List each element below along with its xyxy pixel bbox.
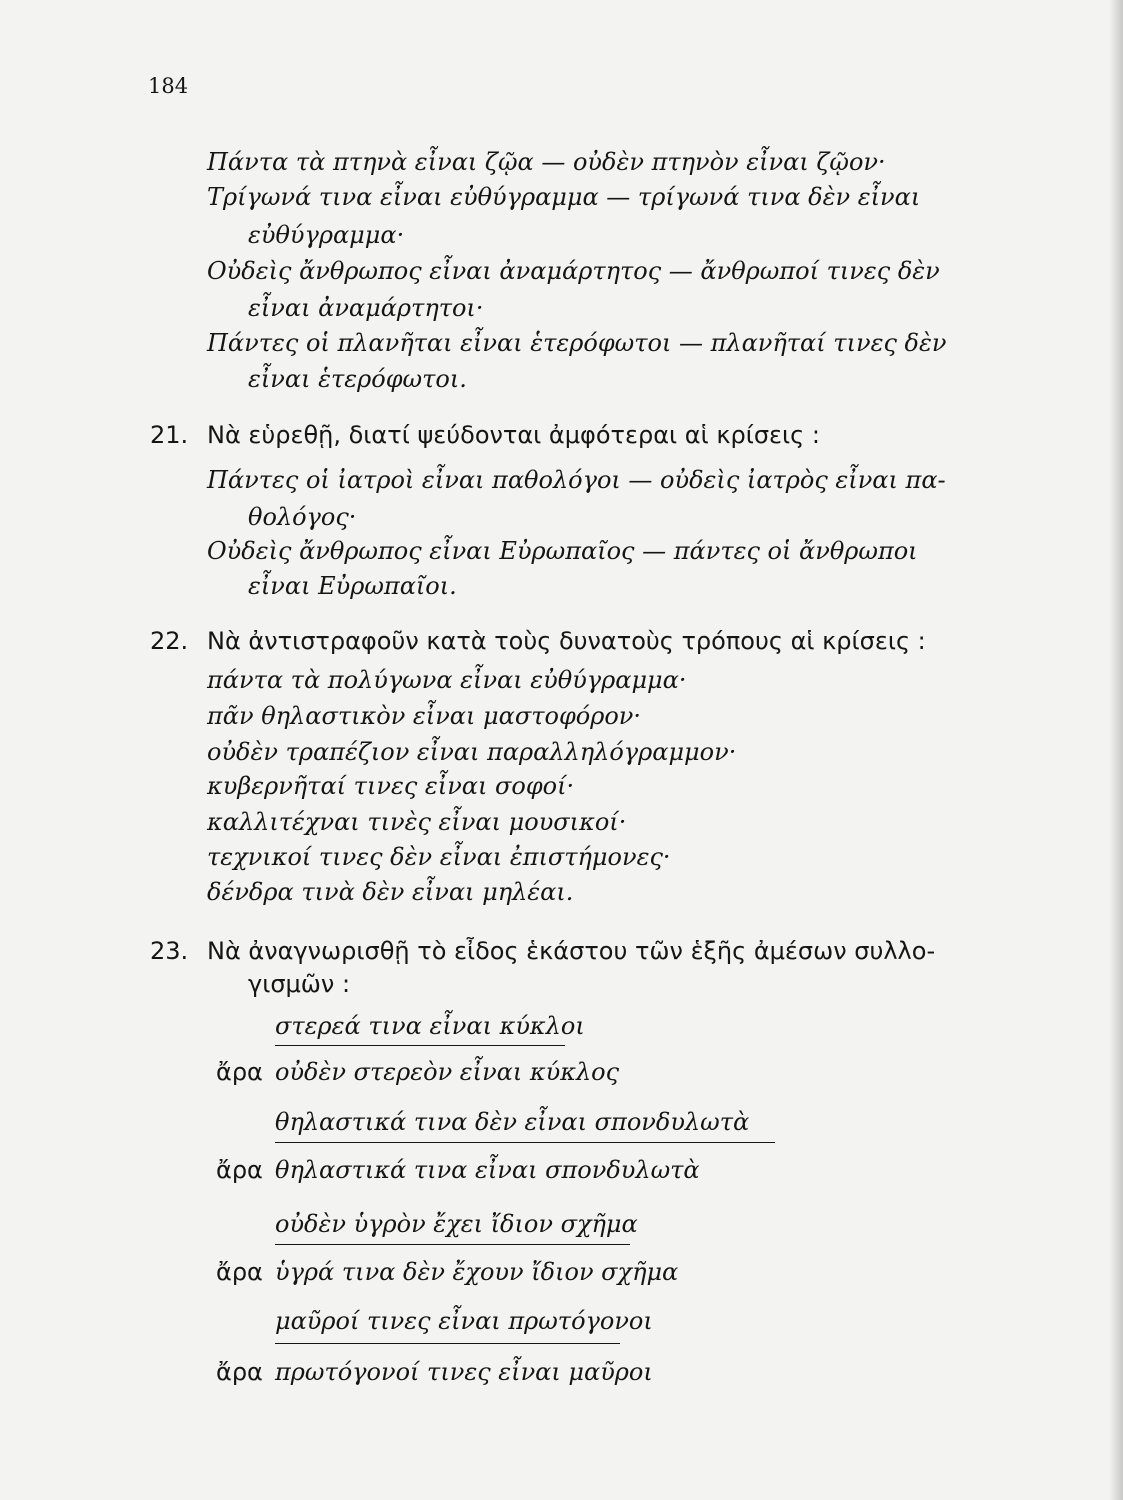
syllogism-premise: οὐδὲν ὑγρὸν ἔχει ἴδιον σχῆμα xyxy=(275,1210,638,1238)
text-line: καλλιτέχναι τινὲς εἶναι μουσικοί· xyxy=(207,808,627,836)
exercise-heading: Νὰ εὑρεθῇ, διατί ψεύδονται ἀμφότεραι αἱ κρίσεις : xyxy=(207,421,820,449)
text-line: Πάντες οἱ πλανῆται εἶναι ἑτερόφωτοι — πλανῆταί τινες δὲν xyxy=(207,329,947,357)
text-line: Τρίγωνά τινα εἶναι εὐθύγραμμα — τρίγωνά τινα δὲν εἶναι xyxy=(207,183,921,211)
ara-label: ἄρα xyxy=(216,1156,263,1184)
ara-label: ἄρα xyxy=(216,1358,263,1386)
page-number: 184 xyxy=(148,74,189,98)
text-line: τεχνικοί τινες δὲν εἶναι ἐπιστήμονες· xyxy=(207,843,671,871)
syllogism-rule xyxy=(275,1343,620,1344)
text-line: εὐθύγραμμα· xyxy=(248,221,405,249)
exercise-number: 22. xyxy=(150,627,189,655)
ara-label: ἄρα xyxy=(216,1058,263,1086)
exercise-heading: Νὰ ἀναγνωρισθῇ τὸ εἶδος ἑκάστου τῶν ἑξῆς ἀμέσων συλλο- xyxy=(207,937,936,965)
exercise-number: 21. xyxy=(150,421,189,449)
text-line: εἶναι ἑτερόφωτοι. xyxy=(248,365,467,393)
text-line: Πάντες οἱ ἰατροὶ εἶναι παθολόγοι — οὐδεὶς ἰατρὸς εἶναι πα- xyxy=(207,466,946,494)
syllogism-rule xyxy=(275,1045,565,1046)
syllogism-conclusion: ὑγρά τινα δὲν ἔχουν ἴδιον σχῆμα xyxy=(275,1258,679,1286)
text-line: θολόγος· xyxy=(248,503,357,531)
text-line: πάντα τὰ πολύγωνα εἶναι εὐθύγραμμα· xyxy=(207,666,687,694)
syllogism-conclusion: οὐδὲν στερεὸν εἶναι κύκλος xyxy=(275,1058,620,1086)
text-line: εἶναι Εὐρωπαῖοι. xyxy=(248,572,457,600)
exercise-heading-cont: γισμῶν : xyxy=(248,970,351,998)
syllogism-rule xyxy=(275,1244,630,1245)
syllogism-conclusion: θηλαστικά τινα εἶναι σπονδυλωτὰ xyxy=(275,1156,700,1184)
text-line: οὐδὲν τραπέζιον εἶναι παραλληλόγραμμον· xyxy=(207,738,737,766)
ara-label: ἄρα xyxy=(216,1258,263,1286)
exercise-number: 23. xyxy=(150,937,189,965)
text-line: Οὐδεὶς ἄνθρωπος εἶναι ἀναμάρτητος — ἄνθρωποί τινες δὲν xyxy=(207,257,940,285)
text-line: Πάντα τὰ πτηνὰ εἶναι ζῷα — οὐδὲν πτηνὸν εἶναι ζῷον· xyxy=(207,148,886,176)
syllogism-premise: μαῦροί τινες εἶναι πρωτόγονοι xyxy=(275,1307,653,1335)
text-line: εἶναι ἀναμάρτητοι· xyxy=(248,294,484,322)
page-edge-shadow xyxy=(1109,0,1123,1500)
text-line: Οὐδεὶς ἄνθρωπος εἶναι Εὐρωπαῖος — πάντες οἱ ἄνθρωποι xyxy=(207,537,918,565)
syllogism-premise: θηλαστικά τινα δὲν εἶναι σπονδυλωτὰ xyxy=(275,1108,750,1136)
syllogism-rule xyxy=(275,1142,775,1143)
text-line: κυβερνῆταί τινες εἶναι σοφοί· xyxy=(207,772,575,800)
syllogism-premise: στερεά τινα εἶναι κύκλοι xyxy=(275,1012,585,1040)
syllogism-conclusion: πρωτόγονοί τινες εἶναι μαῦροι xyxy=(275,1358,653,1386)
text-line: δένδρα τινὰ δὲν εἶναι μηλέαι. xyxy=(207,878,574,906)
text-line: πᾶν θηλαστικὸν εἶναι μαστοφόρον· xyxy=(207,702,641,730)
exercise-heading: Νὰ ἀντιστραφοῦν κατὰ τοὺς δυνατοὺς τρόπους αἱ κρίσεις : xyxy=(207,627,926,655)
